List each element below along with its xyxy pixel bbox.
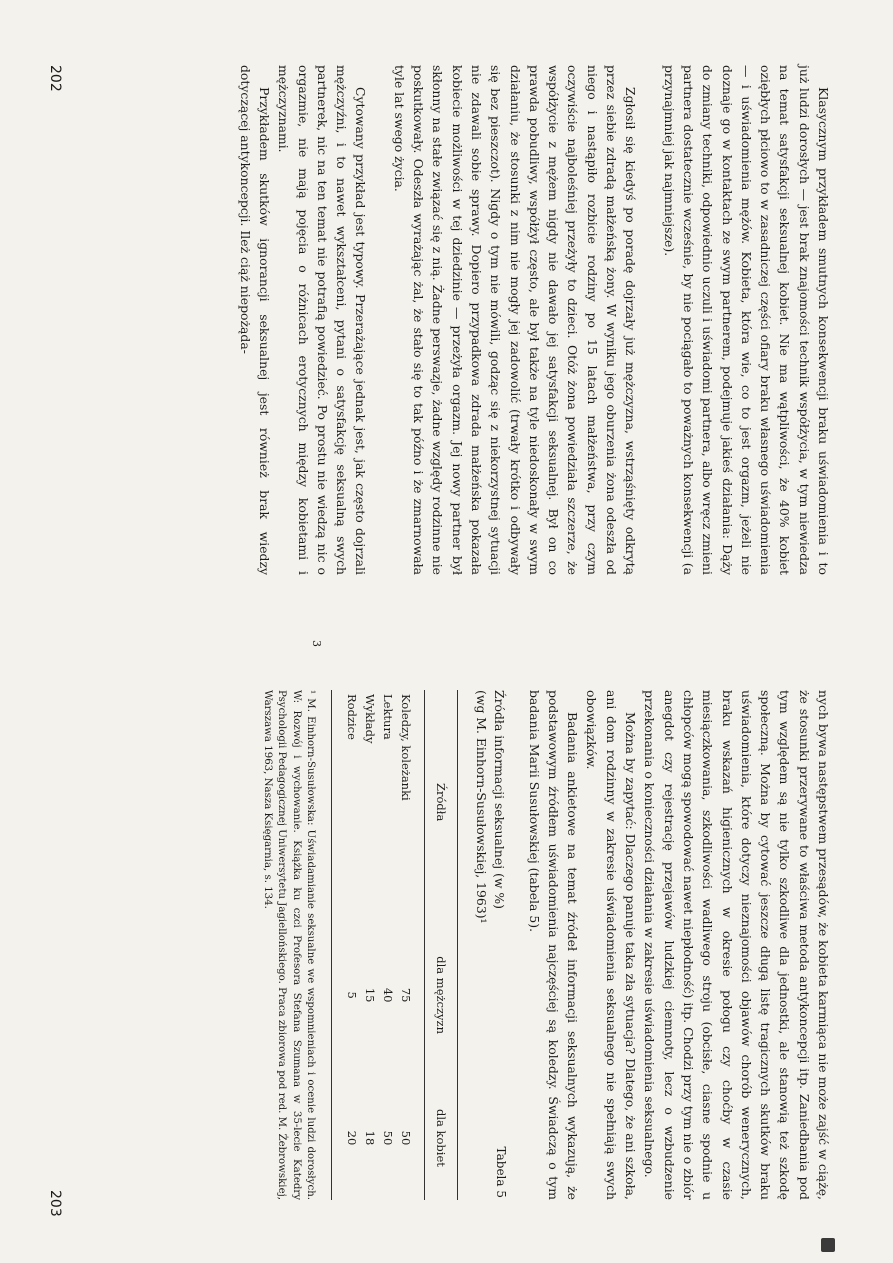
paragraph: Klasycznym przykładem smutnych konsekwencji braku uświadomienia i to już ludzi dorosłych — jest brak znajomości technik współżycia, w tym niewiedza na temat satysfakcji seksualnej kobiet. Nie ma wątpliwości, że 40% kobiet oziębłych płciowo to w zasadniczej części ofiary braku własnego uświadomienia — i uświadomienia mężów. Kobieta, która wie, co to jest orgazm, jeżeli nie doznaje go w kontaktach ze swym partnerem, podejmuje jakieś działania: Dąży do zmiany techniki, odpowiednio uczuli i uświadomi partnera, albo wręcz zmieni partnera dostatecznie wcześnie, by nie pociągało to poważnych konsekwencji (a przynajmniej jak najmniejsze). (661, 65, 831, 575)
page-number-left: 202 (47, 65, 63, 92)
table-caption-title: Źródła informacji seksualnej (w %) (492, 690, 508, 909)
table-cell: Koledzy, koleżanki (399, 694, 414, 801)
table-row (332, 690, 362, 1200)
table-cell: Rodzice (332, 690, 362, 914)
table-row (361, 690, 379, 1200)
column-header: Źródła (425, 690, 458, 914)
table-cell: Wykłady (363, 694, 378, 744)
table-header-row (425, 690, 458, 1200)
table-cell: 40 (381, 987, 396, 1003)
sources-table (331, 690, 458, 1200)
table-cell: Lektura (381, 694, 396, 740)
paragraph: Cytowany przykład jest typowy. Przerażające jednak jest, jak często dojrzali mężczyźni, i to nawet wykształceni, pytani o satysfakcję seksualną swych partnerek, nic na ten temat nie potrafią powiedzieć. Po prostu nie wiedzą nic o orgazmie, nie mają pojęcia o różnicach erotycznych między kobietami i mężczyznami. (276, 65, 369, 575)
table-cell: 50 (399, 1130, 414, 1146)
table-header (472, 690, 508, 1200)
table-caption-source: (wg M. Einhorn-Susułowskiej, 1963)¹ (474, 690, 490, 924)
paragraph: Przykładem skutków ignorancji seksualnej jest również brak wiedzy dotyczącej antykoncepcji. Ileż ciąż niepożąda- (237, 65, 272, 575)
page-number-right: 203 (47, 1190, 63, 1217)
margin-mark: 3 (310, 640, 323, 647)
table-cell: 15 (363, 987, 378, 1003)
table-row (397, 690, 425, 1200)
table-caption (472, 690, 508, 924)
table-cell: 18 (363, 1130, 378, 1146)
table-cell: 20 (332, 1076, 362, 1200)
right-page (259, 690, 833, 1200)
corner-stamp-icon (821, 1238, 835, 1252)
paragraph: Można by zapytać: Dlaczego panuje taka zła sytuacja? Dlatego, że ani szkoła, ani dom rodzinny w zakresie uświadomienia seksualnego nie spełniają swych obowiązków. (584, 690, 639, 1200)
paragraph: nych bywa następstwem przesądów, że kobieta karmiąca nie może zajść w ciążę, że stosunki przerywane to właściwa metoda antykoncepcji itp. Zaniedbania pod tym względem są nie tylko szkodliwe dla jednostki, ale stanowią też szkodę społeczną. Można by cytować jeszcze długą listę tragicznych skutków braku uświadomienia, które dotyczy nieznajomości objawów chorób wenerycznych, braku wskazań higienicznych w okresie połogu czy choćby w czasie miesiączkowania, szkodliwości wadliwego stroju (obcisłe, ciasne spodnie u chłopców mogą spowodować nawet niepłodność) itp. Chodzi przy tym nie o zbiór anegdot czy rejestrację przejawów ludzkiej ciemnoty, lecz o wzbudzenie przekonania o konieczności działania w zakresie uświadomienia seksualnego. (642, 690, 831, 1200)
column-header: dla kobiet (425, 1076, 458, 1200)
table-cell: 5 (332, 914, 362, 1076)
paragraph: Badania ankietowe na temat źródeł informacji seksualnych wykazują, że podstawowym źródłem uświadomienia najczęściej są koledzy. Świadczą o tym badania Marii Susułowskiej (tabela 5). (526, 690, 581, 1200)
left-page (235, 65, 833, 575)
paragraph: Zgłosił się kiedyś po poradę dojrzały już mężczyzna, wstrząśnięty odkrytą przez siebie zdradą małżeńską żony. W wyniku jego oburzenia żona odeszła od niego i nastąpiło rozbicie rodziny po 15 latach małżeństwa, przy czym oczywiście najboleśniej przeżyły to dzieci. Otóż żona powiedziała szczerze, że współżycie z mężem nigdy nie dawało jej satysfakcji seksualnej. Był on co prawda pobudliwy, współżył często, ale był także na tyle niedoskonały w swym działaniu, że stosunki z nim nie mogły jej zadowolić (trwały krótko i odbywały się bez pieszczot). Nigdy o tym nie mówili, godząc się z niekorzystnej sytuacji nie zdawali sobie sprawy. Dopiero przypadkowa zdrada małżeńska pokazała kobiecie możliwości w tej dziedzinie — przeżyła orgazm. Jej nowy partner był skłonny na stałe związać się z nią. Żadne perswazje, żadne względy rodzinne nie poskutkowały. Odeszła wyrażając żal, że stało się to tak późno i że zmarnowała tyle lat swego życia. (391, 65, 639, 575)
table-cell: 75 (399, 987, 414, 1003)
table-label: Tabela 5 (494, 1146, 509, 1198)
table-row (379, 690, 397, 1200)
footnote: ¹ M. Einhorn-Susułowska: Uświadamianie seksualne we wspomnieniach i ocenie ludzi dorosłych. W: Rozwój i wychowanie. Książka ku czci Profesora Stefana Szumana w 35-lecie Katedry Psychologii Pedagogicznej Uniwersytetu Jagiellońskiego. Praca zbiorowa pod red. M. Żebrowskiej, Warszawa 1963, Nasza Księgarnia, s. 134. (261, 690, 317, 1200)
column-header: dla mężczyzn (425, 914, 458, 1076)
table-cell: 50 (381, 1130, 396, 1146)
